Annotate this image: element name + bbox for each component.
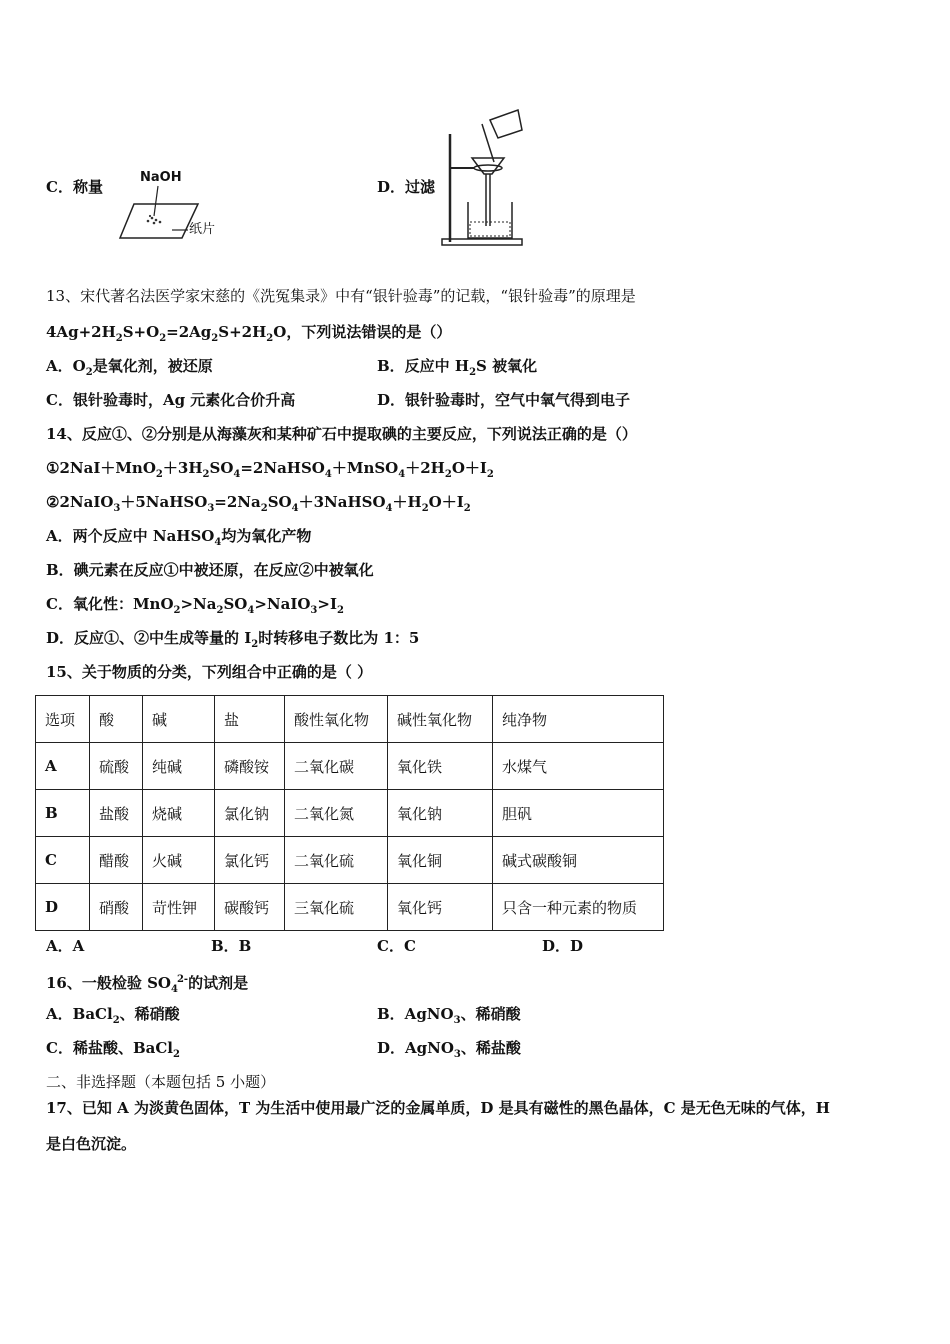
table-header-row <box>36 696 664 743</box>
q15-option-b: B．B <box>211 937 252 955</box>
table-cell: 纯碱 <box>143 743 215 790</box>
table-cell: 火碱 <box>143 837 215 884</box>
table-row <box>36 884 664 931</box>
q16-option-b: B．AgNO$_3$、稀硝酸 <box>377 1005 521 1026</box>
q14-option-d: D．反应①、②中生成等量的 $I_2$时转移电子数比为 1：5 <box>46 629 420 650</box>
table-cell: 苛性钾 <box>143 884 215 931</box>
table-cell: 盐酸 <box>90 790 143 837</box>
q13-option-a: A．$O_2$是氧化剂，被还原 <box>46 357 213 378</box>
q16-option-c: C．稀盐酸、BaCl$_2$ <box>46 1039 180 1060</box>
table-header-cell: 纯净物 <box>493 696 664 743</box>
table-cell: 氯化钠 <box>215 790 285 837</box>
q14-option-a: A．两个反应中 NaHSO$_4$均为氧化产物 <box>46 527 312 548</box>
q17-line-2: 是白色沉淀。 <box>46 1135 137 1153</box>
table-header-cell: 碱性氧化物 <box>388 696 493 743</box>
table-cell: 三氧化硫 <box>285 884 388 931</box>
table-cell: 硝酸 <box>90 884 143 931</box>
table-cell: 碳酸钙 <box>215 884 285 931</box>
table-cell: B <box>36 790 90 837</box>
q14-reaction-1: $①2NaI+MnO_2+3H_2SO_4=2NaHSO_4+MnSO_4+2H_2O+I_2$ <box>46 459 494 480</box>
fig-label-paper: 纸片 <box>189 222 216 237</box>
q15-option-c: C．C <box>377 937 416 955</box>
table-cell: 氧化铜 <box>388 837 493 884</box>
table-cell: 二氧化碳 <box>285 743 388 790</box>
table-cell: 氯化钙 <box>215 837 285 884</box>
fig-label-naoh: NaOH <box>140 170 182 185</box>
table-row <box>36 790 664 837</box>
table-row <box>36 837 664 884</box>
table-cell: 氧化钙 <box>388 884 493 931</box>
q12-option-c: C．称量 <box>46 178 103 196</box>
q16-option-d: D．AgNO$_3$、稀盐酸 <box>377 1039 521 1060</box>
q13-option-b: B．反应中 $H_2S$ 被氧化 <box>377 357 538 378</box>
table-cell: 醋酸 <box>90 837 143 884</box>
q13-stem: 13、宋代著名法医学家宋慈的《洗冤集录》中有“银针验毒”的记载，“银针验毒”的原理是 <box>46 287 636 305</box>
q15-option-d: D．D <box>542 937 584 955</box>
q14-option-c: C．氧化性：$MnO_2>Na_2SO_4>NaIO_3>I_2$ <box>46 595 344 616</box>
table-cell: 氧化铁 <box>388 743 493 790</box>
table-row <box>36 743 664 790</box>
q14-option-b: B．碘元素在反应①中被还原，在反应②中被氧化 <box>46 561 374 579</box>
q14-reaction-2: $②2NaIO_3+5NaHSO_3=2Na_2SO_4+3NaHSO_4+H_2O+I_2$ <box>46 493 471 514</box>
table-cell: C <box>36 837 90 884</box>
q16-stem: 16、一般检验 $SO_4^{2-}$的试剂是 <box>46 974 249 995</box>
table-cell: 碱式碳酸铜 <box>493 837 664 884</box>
table-cell: 胆矾 <box>493 790 664 837</box>
table-cell: 硫酸 <box>90 743 143 790</box>
q12-option-d: D．过滤 <box>377 178 436 196</box>
q13-equation: $4Ag+2H_2S+O_2=2Ag_2S+2H_2O$，下列说法错误的是（） <box>46 323 452 344</box>
table-header-cell: 选项 <box>36 696 90 743</box>
q17-line-1: 17、已知 A 为淡黄色固体，T 为生活中使用最广泛的金属单质，D 是具有磁性的黑色晶体，C 是无色无味的气体，H <box>46 1099 830 1117</box>
q14-stem: 14、反应①、②分别是从海藻灰和某种矿石中提取碘的主要反应，下列说法正确的是（） <box>46 425 637 443</box>
table-header-cell: 盐 <box>215 696 285 743</box>
q16-option-a: A．BaCl$_2$、稀硝酸 <box>46 1005 180 1026</box>
section-heading: 二、非选择题（本题包括 5 小题） <box>46 1073 276 1091</box>
table-cell: D <box>36 884 90 931</box>
table-cell: 烧碱 <box>143 790 215 837</box>
table-header-cell: 酸性氧化物 <box>285 696 388 743</box>
classification-table <box>35 695 664 931</box>
table-cell: 磷酸铵 <box>215 743 285 790</box>
table-cell: 只含一种元素的物质 <box>493 884 664 931</box>
table-cell: 水煤气 <box>493 743 664 790</box>
filtration-apparatus-figure <box>438 106 528 248</box>
q13-option-d: D．银针验毒时，空气中氧气得到电子 <box>377 391 631 409</box>
q15-stem: 15、关于物质的分类，下列组合中正确的是（ ） <box>46 663 373 681</box>
table-header-cell: 酸 <box>90 696 143 743</box>
q13-option-c: C．银针验毒时，Ag 元素化合价升高 <box>46 391 296 409</box>
table-cell: 氧化钠 <box>388 790 493 837</box>
q15-option-a: A．A <box>46 937 85 955</box>
table-cell: 二氧化氮 <box>285 790 388 837</box>
table-cell: 二氧化硫 <box>285 837 388 884</box>
paper-sheet-shape <box>120 204 198 238</box>
table-header-cell: 碱 <box>143 696 215 743</box>
table-cell: A <box>36 743 90 790</box>
weighing-naoh-figure <box>118 164 228 244</box>
